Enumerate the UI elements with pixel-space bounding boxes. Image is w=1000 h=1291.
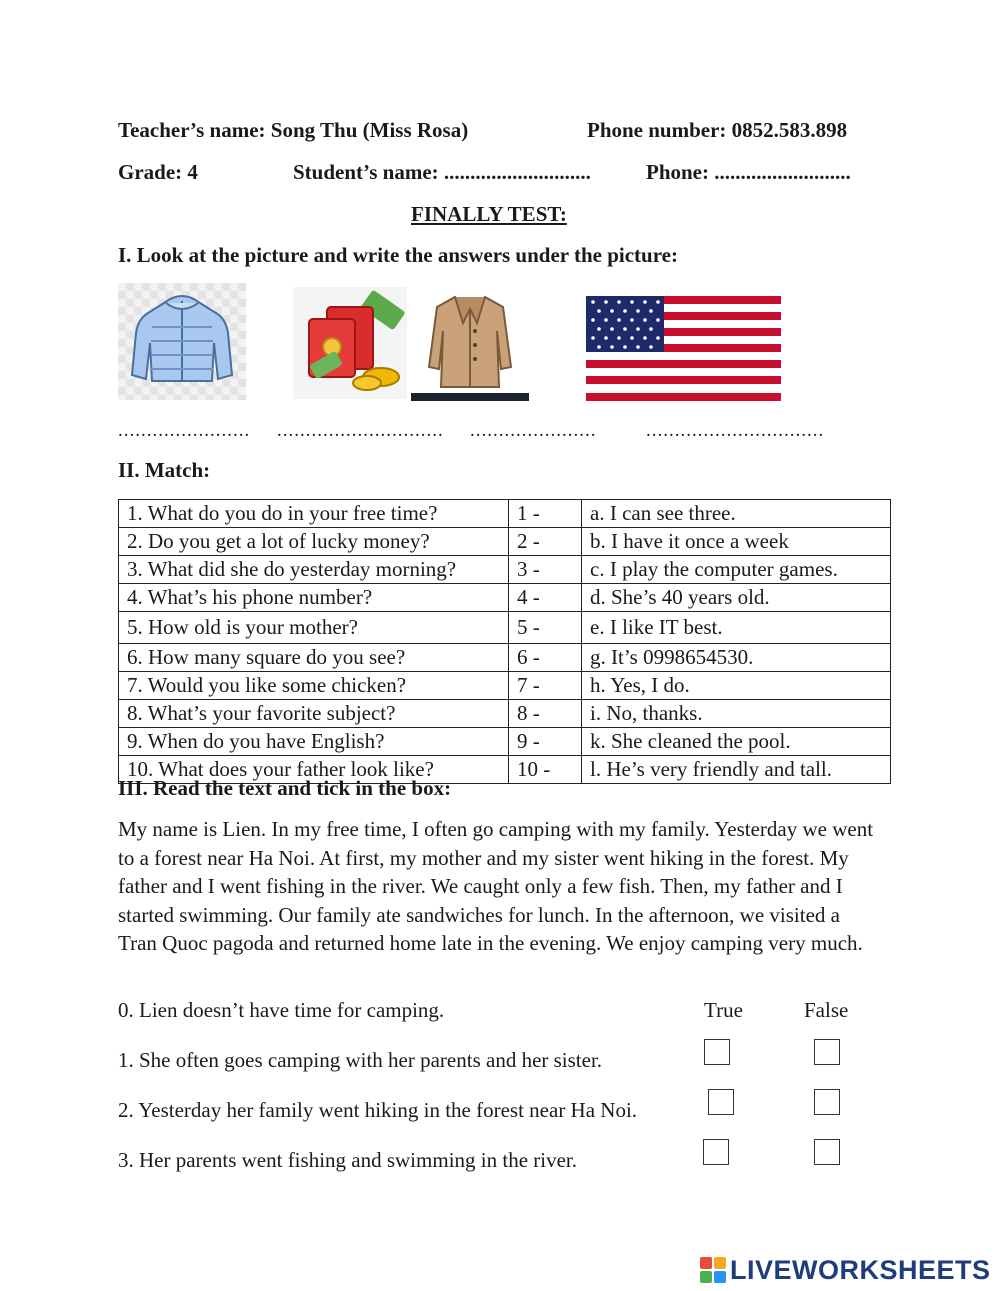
statement-2-false-checkbox[interactable] (814, 1089, 840, 1115)
section1-title: I. Look at the picture and write the answers under the picture: (118, 243, 678, 267)
answer-number-cell[interactable]: 5 - (509, 612, 582, 644)
question-cell: 6. How many square do you see? (119, 644, 509, 672)
grade: Grade: 4 (118, 160, 198, 184)
statement-1-true-checkbox[interactable] (704, 1039, 730, 1065)
section3-title: III. Read the text and tick in the box: (118, 776, 452, 800)
true-column-label: True (704, 998, 743, 1022)
answer-number-cell[interactable]: 10 - (509, 756, 582, 784)
student-phone-field[interactable]: Phone: .......................... (646, 160, 851, 184)
question-cell: 10. What does your father look like? (119, 756, 509, 784)
table-row (119, 672, 891, 700)
question-cell: 7. Would you like some chicken? (119, 672, 509, 700)
table-row (119, 556, 891, 584)
statement-0: 0. Lien doesn’t have time for camping. (118, 998, 445, 1022)
statement-3: 3. Her parents went fishing and swimming in the river. (118, 1148, 577, 1172)
answer-blank-1[interactable]: ....................... (118, 420, 251, 441)
answer-blank-2[interactable]: ............................. (277, 420, 444, 441)
question-cell: 5. How old is your mother? (119, 612, 509, 644)
table-row (119, 644, 891, 672)
answer-blank-4[interactable]: ............................... (646, 420, 825, 441)
table-row (119, 700, 891, 728)
question-cell: 4. What’s his phone number? (119, 584, 509, 612)
question-cell: 2. Do you get a lot of lucky money? (119, 528, 509, 556)
table-row (119, 528, 891, 556)
answer-option-cell: g. It’s 0998654530. (582, 644, 891, 672)
match-table (118, 499, 891, 784)
puffer-jacket-picture (118, 283, 246, 400)
statement-2-true-checkbox[interactable] (708, 1089, 734, 1115)
answer-number-cell[interactable]: 4 - (509, 584, 582, 612)
question-cell: 1. What do you do in your free time? (119, 500, 509, 528)
lucky-money-picture (293, 287, 407, 399)
answer-option-cell: l. He’s very friendly and tall. (582, 756, 891, 784)
question-cell: 8. What’s your favorite subject? (119, 700, 509, 728)
answer-blank-3[interactable]: ...................... (470, 420, 597, 441)
answer-number-cell[interactable]: 8 - (509, 700, 582, 728)
answer-option-cell: k. She cleaned the pool. (582, 728, 891, 756)
answer-number-cell[interactable]: 7 - (509, 672, 582, 700)
statement-1-false-checkbox[interactable] (814, 1039, 840, 1065)
answer-option-cell: c. I play the computer games. (582, 556, 891, 584)
answer-number-cell[interactable]: 1 - (509, 500, 582, 528)
student-name-field[interactable]: Student’s name: ............................ (293, 160, 591, 184)
section2-title: II. Match: (118, 458, 211, 482)
answer-number-cell[interactable]: 6 - (509, 644, 582, 672)
table-row (119, 728, 891, 756)
statement-3-true-checkbox[interactable] (703, 1139, 729, 1165)
usa-flag-picture (586, 296, 781, 401)
statement-3-false-checkbox[interactable] (814, 1139, 840, 1165)
question-cell: 3. What did she do yesterday morning? (119, 556, 509, 584)
table-row (119, 500, 891, 528)
answer-option-cell: a. I can see three. (582, 500, 891, 528)
answer-number-cell[interactable]: 3 - (509, 556, 582, 584)
answer-option-cell: b. I have it once a week (582, 528, 891, 556)
teacher-phone: Phone number: 0852.583.898 (587, 118, 848, 142)
answer-option-cell: e. I like IT best. (582, 612, 891, 644)
trench-coat-picture (411, 287, 529, 401)
statement-2: 2. Yesterday her family went hiking in the forest near Ha Noi. (118, 1098, 638, 1122)
table-row (119, 584, 891, 612)
liveworksheets-icon (700, 1257, 726, 1283)
false-column-label: False (804, 998, 849, 1022)
question-cell: 9. When do you have English? (119, 728, 509, 756)
answer-number-cell[interactable]: 9 - (509, 728, 582, 756)
table-row (119, 612, 891, 644)
teacher-name: Teacher’s name: Song Thu (Miss Rosa) (118, 118, 469, 142)
answer-option-cell: h. Yes, I do. (582, 672, 891, 700)
liveworksheets-logo (700, 1254, 991, 1286)
answer-number-cell[interactable]: 2 - (509, 528, 582, 556)
statement-1: 1. She often goes camping with her parents and her sister. (118, 1048, 603, 1072)
reading-passage: My name is Lien. In my free time, I often go camping with my family. Yesterday we went to a forest near Ha Noi. At first, my mother and my sister went hiking in the forest. My father and I went fishing in the river. We caught only a few fish. Then, my father and I started swimming. Our family ate sandwiches for lunch. In the afternoon, we visited a Tran Quoc pagoda and returned home late in the evening. We enjoy camping very much. (118, 817, 874, 955)
answer-option-cell: d. She’s 40 years old. (582, 584, 891, 612)
answer-option-cell: i. No, thanks. (582, 700, 891, 728)
liveworksheets-wordmark: LIVEWORKSHEETS (730, 1254, 991, 1285)
test-title: FINALLY TEST: (411, 202, 567, 226)
